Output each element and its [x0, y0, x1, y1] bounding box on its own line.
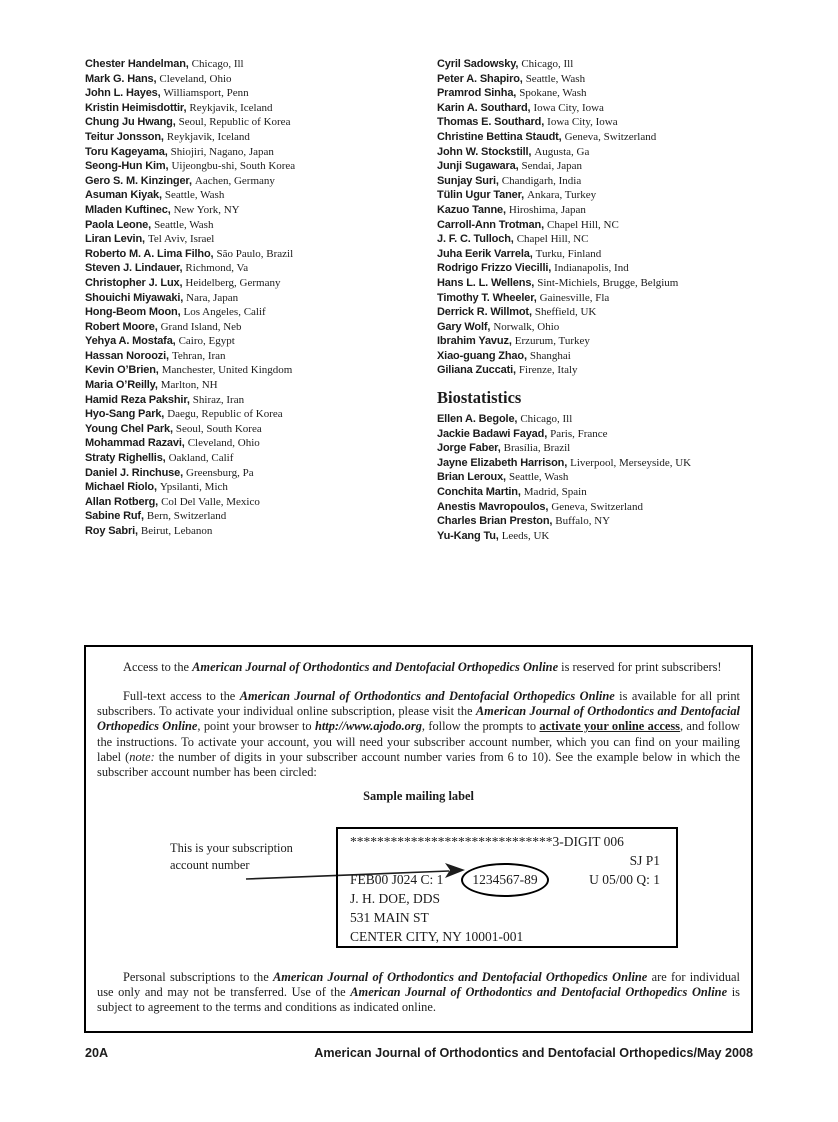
label-right-code: U 05/00 Q: 1	[589, 872, 660, 887]
reviewer-entry	[437, 349, 797, 364]
reviewer-name: Straty Righellis,	[85, 452, 166, 465]
reviewer-location: Cleveland, Ohio	[187, 437, 260, 450]
reviewer-entry	[437, 218, 797, 233]
label-line-asterisks	[350, 832, 666, 851]
reviewer-location: Gainesville, Fla	[539, 291, 610, 304]
reviewer-name: Christine Bettina Staudt,	[437, 130, 562, 143]
text-segment: is reserved for print subscribers!	[558, 660, 722, 674]
reviewer-entry	[85, 451, 430, 466]
reviewer-location: Grand Island, Neb	[160, 320, 242, 333]
reviewer-entry	[85, 159, 430, 174]
reviewer-name: Chung Ju Hwang,	[85, 116, 176, 129]
label-line-sj: SJ P1	[629, 853, 660, 868]
reviewer-entry	[437, 159, 797, 174]
reviewer-entry	[85, 57, 430, 72]
reviewer-name: John L. Hayes,	[85, 87, 161, 100]
reviewer-location: Tel Aviv, Israel	[147, 233, 215, 246]
reviewer-entry	[437, 145, 797, 160]
reviewer-list-right	[437, 57, 797, 378]
reviewer-location: Ankara, Turkey	[527, 189, 597, 202]
reviewer-location: Seoul, Republic of Korea	[178, 116, 291, 129]
reviewer-name: Mark G. Hans,	[85, 72, 157, 85]
circled-account-number: 1234567-89	[461, 863, 548, 897]
reviewer-location: Chapel Hill, NC	[547, 218, 619, 231]
reviewer-column-right	[437, 57, 797, 543]
reviewer-name: Hong-Beom Moon,	[85, 306, 181, 319]
biostatistician-name: Jackie Badawi Fayad,	[437, 427, 548, 440]
reviewer-entry	[437, 72, 797, 87]
reviewer-entry	[85, 509, 430, 524]
reviewer-location: Cleveland, Ohio	[159, 72, 232, 85]
reviewer-entry	[85, 247, 430, 262]
biostatistics-list	[437, 412, 797, 543]
reviewer-entry	[437, 188, 797, 203]
reviewer-name: Shouichi Miyawaki,	[85, 291, 184, 304]
annotation-line-1: This is your subscription	[170, 841, 293, 855]
reviewer-location: Heidelberg, Germany	[185, 276, 281, 289]
reviewer-entry	[85, 218, 430, 233]
reviewer-entry	[85, 363, 430, 378]
reviewer-name: Kristin Heimisdottir,	[85, 101, 187, 114]
reviewer-location: Williamsport, Penn	[163, 87, 249, 100]
footer-journal-title: American Journal of Orthodontics and Dentofacial Orthopedics/May 2008	[314, 1046, 753, 1060]
reviewer-location: Richmond, Va	[185, 262, 249, 275]
biostatistician-name: Brian Leroux,	[437, 471, 506, 484]
biostatistics-heading: Biostatistics	[437, 388, 522, 408]
reviewer-location: Chapel Hill, NC	[516, 233, 589, 246]
biostatistician-location: Liverpool, Merseyside, UK	[570, 456, 692, 469]
reviewer-name: Cyril Sadowsky,	[437, 58, 519, 70]
biostatistician-name: Ellen A. Begole,	[437, 413, 518, 426]
reviewer-entry	[85, 276, 430, 291]
reviewer-entry	[85, 480, 430, 495]
biostatistician-entry	[437, 485, 797, 500]
reviewer-entry	[85, 393, 430, 408]
reviewer-name: Steven J. Lindauer,	[85, 262, 183, 275]
biostatistician-entry	[437, 514, 797, 529]
reviewer-name: Derrick R. Willmot,	[437, 306, 532, 319]
reviewer-entry	[85, 349, 430, 364]
reviewer-name: Hans L. L. Wellens,	[437, 276, 535, 289]
reviewer-entry	[85, 407, 430, 422]
reviewer-entry	[85, 72, 430, 87]
reviewer-entry	[85, 378, 430, 393]
reviewer-name: Daniel J. Rinchuse,	[85, 466, 184, 479]
reviewer-location: Geneva, Switzerland	[564, 130, 657, 143]
reviewer-location: Chicago, Ill	[521, 58, 574, 70]
text-segment: is available for all print subscribers. To activate your individual online subscription, please visit the	[97, 689, 740, 719]
reviewer-location: New York, NY	[173, 203, 240, 216]
reviewer-location: Firenze, Italy	[518, 364, 578, 377]
reviewer-name: Xiao-guang Zhao,	[437, 349, 527, 362]
sample-mailing-label	[336, 827, 678, 948]
label-line-name: J. H. DOE, DDS	[350, 891, 441, 906]
reviewer-entry	[85, 188, 430, 203]
reviewer-location: Shiojiri, Nagano, Japan	[170, 145, 274, 158]
reviewer-entry	[437, 320, 797, 335]
reviewer-location: Bern, Switzerland	[146, 510, 227, 523]
reviewer-location: Ypsilanti, Mich	[159, 481, 228, 494]
reviewer-name: Ibrahim Yavuz,	[437, 335, 512, 348]
reviewer-name: Timothy T. Wheeler,	[437, 291, 537, 304]
reviewer-location: Beirut, Lebanon	[140, 525, 213, 537]
label-line-account	[350, 870, 666, 889]
text-segment: is subject to agreement to the terms and conditions as indicated online.	[97, 985, 740, 1015]
reviewer-entry	[437, 115, 797, 130]
reviewer-entry	[437, 363, 797, 378]
reviewer-entry	[85, 436, 430, 451]
reviewer-name: Seong-Hun Kim,	[85, 160, 169, 173]
reviewer-location: Seattle, Wash	[525, 72, 586, 85]
biostatistician-entry	[437, 456, 797, 471]
reviewer-name: Michael Riolo,	[85, 481, 157, 494]
reviewer-location: Sheffield, UK	[534, 306, 597, 319]
reviewer-name: Roy Sabri,	[85, 525, 138, 537]
reviewer-name: Paola Leone,	[85, 218, 152, 231]
reviewer-entry	[85, 495, 430, 510]
text-segment: http://www.ajodo.org	[314, 719, 422, 734]
reviewer-location: Seoul, South Korea	[175, 422, 262, 435]
reviewer-name: Thomas E. Southard,	[437, 116, 545, 129]
biostatistician-location: Madrid, Spain	[523, 486, 587, 499]
reviewer-name: John W. Stockstill,	[437, 145, 532, 158]
biostatistician-name: Yu-Kang Tu,	[437, 529, 499, 542]
reviewer-entry	[85, 524, 430, 539]
reviewer-entry	[437, 261, 797, 276]
reviewer-name: Christopher J. Lux,	[85, 276, 183, 289]
reviewer-location: Augusta, Ga	[534, 145, 590, 158]
reviewer-name: Yehya A. Mostafa,	[85, 335, 176, 348]
text-segment: , follow the prompts to	[421, 719, 540, 734]
text-segment: , and follow the instructions. To activate your account, you will need your subscriber account number, which you can find on your mailing label (	[97, 719, 740, 764]
reviewer-entry	[437, 203, 797, 218]
text-segment: Access to the	[123, 660, 193, 674]
reviewer-entry	[85, 130, 430, 145]
reviewer-name: Peter A. Shapiro,	[437, 72, 523, 85]
sample-mailing-label-heading: Sample mailing label	[363, 789, 474, 803]
reviewer-entry	[85, 174, 430, 189]
reviewer-name: Asuman Kiyak,	[85, 189, 162, 202]
reviewer-location: Oakland, Calif	[168, 452, 234, 465]
reviewer-name: Gary Wolf,	[437, 320, 491, 333]
reviewer-name: Hassan Noroozi,	[85, 349, 169, 362]
biostatistician-name: Jorge Faber,	[437, 442, 501, 455]
reviewer-location: Iowa City, Iowa	[533, 101, 604, 114]
annotation-line-2: account number	[170, 857, 250, 872]
reviewer-location: Los Angeles, Calif	[183, 306, 266, 319]
reviewer-name: Karin A. Southard,	[437, 101, 531, 114]
reviewer-name: Hamid Reza Pakshir,	[85, 393, 190, 406]
label-issue-code: FEB00 J024 C: 1	[350, 872, 444, 887]
text-segment: , point your browser to	[197, 719, 315, 734]
reviewer-name: Juha Eerik Varrela,	[437, 247, 533, 260]
reviewer-location: Seattle, Wash	[154, 218, 214, 231]
reviewer-location: Seattle, Wash	[164, 189, 225, 202]
reviewer-location: Nara, Japan	[186, 291, 239, 304]
reviewer-entry	[437, 86, 797, 101]
reviewer-name: Mohammad Razavi,	[85, 437, 185, 450]
reviewer-location: Shiraz, Iran	[192, 393, 245, 406]
reviewer-entry	[437, 247, 797, 262]
biostatistician-location: Leeds, UK	[501, 529, 550, 542]
reviewer-entry	[85, 320, 430, 335]
biostatistician-name: Charles Brian Preston,	[437, 515, 553, 528]
reviewer-name: Young Chel Park,	[85, 422, 173, 435]
reviewer-location: Spokane, Wash	[519, 87, 587, 100]
text-segment: the number of digits in your subscriber account number varies from 6 to 10). See the example below in which the subscriber account number has been circled:	[97, 749, 740, 780]
reviewer-name: Gero S. M. Kinzinger,	[85, 174, 192, 187]
reviewer-entry	[85, 305, 430, 320]
biostatistician-name: Conchita Martin,	[437, 486, 521, 499]
biostatistician-name: Anestis Mavropoulos,	[437, 500, 549, 513]
biostatistician-entry	[437, 412, 797, 427]
reviewer-name: Allan Rotberg,	[85, 495, 159, 508]
reviewer-entry	[437, 276, 797, 291]
online-access-notice-box	[84, 645, 753, 1033]
reviewer-entry	[85, 466, 430, 481]
biostatistician-entry	[437, 441, 797, 456]
reviewer-location: Norwalk, Ohio	[493, 320, 560, 333]
reviewer-entry	[85, 145, 430, 160]
reviewer-entry	[85, 203, 430, 218]
asterisk-run: ******************************	[350, 834, 553, 849]
reviewer-name: Hyo-Sang Park,	[85, 408, 165, 421]
text-segment: American Journal of Orthodontics and Dentofacial Orthopedics Online	[239, 689, 615, 703]
reviewer-name: Kevin O’Brien,	[85, 364, 159, 377]
page-number: 20A	[85, 1046, 109, 1060]
biostatistician-entry	[437, 427, 797, 442]
reviewer-location: Daegu, Republic of Korea	[167, 408, 283, 421]
reviewer-location: São Paulo, Brazil	[216, 247, 294, 260]
reviewer-location: Chicago, Ill	[191, 58, 244, 70]
biostatistician-location: Chicago, Ill	[520, 413, 573, 426]
reviewer-entry	[437, 57, 797, 72]
label-line-street: 531 MAIN ST	[350, 910, 429, 925]
reviewer-location: Aachen, Germany	[194, 174, 275, 187]
text-segment: activate your online access	[539, 719, 680, 734]
reviewer-name: Tülin Ugur Taner,	[437, 189, 525, 202]
reviewer-location: Erzurum, Turkey	[514, 335, 590, 348]
text-segment: Full-text access to the	[123, 689, 240, 703]
reviewer-location: Uijeongbu-shi, South Korea	[171, 160, 296, 173]
reviewer-name: Carroll-Ann Trotman,	[437, 218, 545, 231]
reviewer-entry	[437, 232, 797, 247]
reviewer-entry	[437, 174, 797, 189]
reviewer-location: Marlton, NH	[160, 379, 218, 392]
reviewer-location: Col Del Valle, Mexico	[161, 495, 260, 508]
reviewer-name: Mladen Kuftinec,	[85, 203, 171, 216]
reviewer-location: Tehran, Iran	[171, 349, 226, 362]
reviewer-name: Maria O’Reilly,	[85, 379, 158, 392]
reviewer-entry	[437, 101, 797, 116]
reviewer-name: Chester Handelman,	[85, 58, 189, 70]
text-segment: note:	[129, 749, 155, 764]
label-line-city: CENTER CITY, NY 10001-001	[350, 929, 524, 944]
reviewer-name: Toru Kageyama,	[85, 145, 168, 158]
reviewer-name: Liran Levin,	[85, 233, 145, 246]
reviewer-entry	[85, 422, 430, 437]
reviewer-entry	[85, 291, 430, 306]
page-footer	[85, 1046, 753, 1060]
reviewer-location: Indianapolis, Ind	[554, 262, 629, 275]
reviewer-entry	[437, 130, 797, 145]
reviewer-name: Rodrigo Frizzo Viecilli,	[437, 262, 552, 275]
biostatistician-name: Jayne Elizabeth Harrison,	[437, 456, 568, 469]
reviewer-name: Sabine Ruf,	[85, 510, 144, 523]
reviewer-entry	[437, 334, 797, 349]
reviewer-name: Sunjay Suri,	[437, 174, 499, 187]
reviewer-location: Iowa City, Iowa	[547, 116, 618, 129]
biostatistician-location: Seattle, Wash	[508, 471, 569, 484]
text-segment: American Journal of Orthodontics and Dentofacial Orthopedics Online	[350, 985, 728, 1000]
reviewer-location: Reykjavik, Iceland	[189, 101, 273, 114]
reviewer-location: Manchester, United Kingdom	[161, 364, 293, 377]
notice-activation-paragraph	[97, 689, 740, 780]
reviewer-location: Greensburg, Pa	[186, 466, 254, 479]
text-segment: are for individual use only and may not be transferred. Use of the	[97, 970, 740, 1000]
digit-code: 3-DIGIT 006	[552, 834, 624, 849]
reviewer-entry	[437, 291, 797, 306]
biostatistician-location: Geneva, Switzerland	[551, 500, 643, 513]
reviewer-location: Hiroshima, Japan	[508, 203, 586, 216]
biostatistician-entry	[437, 500, 797, 515]
reviewer-entry	[85, 261, 430, 276]
text-segment: American Journal of Orthodontics and Dentofacial Orthopedics Online	[97, 704, 740, 734]
notice-terms-paragraph	[97, 970, 740, 1016]
biostatistician-location: Brasília, Brazil	[503, 442, 571, 455]
reviewer-location: Turku, Finland	[535, 247, 602, 260]
reviewer-name: Kazuo Tanne,	[437, 203, 506, 216]
reviewer-location: Shanghai	[529, 349, 571, 362]
reviewer-entry	[85, 115, 430, 130]
reviewer-entry	[85, 334, 430, 349]
reviewer-location: Sint-Michiels, Brugge, Belgium	[537, 276, 679, 289]
reviewer-location: Cairo, Egypt	[178, 335, 235, 348]
reviewer-list-left	[85, 57, 430, 539]
text-segment: American Journal of Orthodontics and Dentofacial Orthopedics Online	[192, 660, 559, 674]
text-segment: Personal subscriptions to the	[123, 970, 274, 984]
reviewer-column-left	[85, 57, 430, 539]
biostatistician-entry	[437, 470, 797, 485]
reviewer-entry	[85, 101, 430, 116]
reviewer-name: Teitur Jonsson,	[85, 130, 164, 143]
reviewer-location: Reykjavik, Iceland	[166, 130, 250, 143]
reviewer-entry	[85, 232, 430, 247]
notice-intro-paragraph	[97, 660, 740, 675]
reviewer-entry	[85, 86, 430, 101]
reviewer-location: Chandigarh, India	[501, 174, 582, 187]
reviewer-name: Robert Moore,	[85, 320, 158, 333]
biostatistician-location: Paris, France	[550, 427, 608, 440]
reviewer-name: Junji Sugawara,	[437, 160, 519, 173]
biostatistician-entry	[437, 529, 797, 544]
text-segment: American Journal of Orthodontics and Dentofacial Orthopedics Online	[273, 970, 648, 984]
reviewer-name: Pramrod Sinha,	[437, 87, 517, 100]
reviewer-name: Roberto M. A. Lima Filho,	[85, 247, 214, 260]
biostatistician-location: Buffalo, NY	[555, 515, 611, 528]
reviewer-name: J. F. C. Tulloch,	[437, 233, 514, 246]
reviewer-entry	[437, 305, 797, 320]
reviewer-name: Giliana Zuccati,	[437, 364, 516, 377]
reviewer-location: Sendai, Japan	[521, 160, 582, 173]
